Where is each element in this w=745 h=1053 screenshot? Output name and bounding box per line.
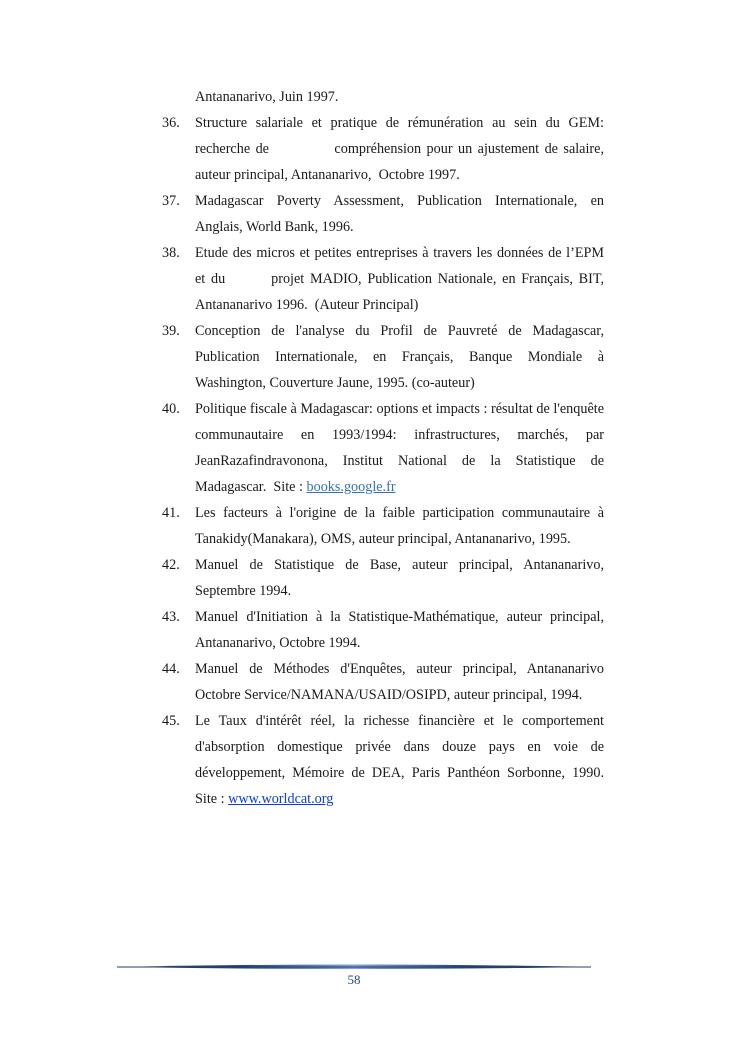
item-number: 37. [162, 193, 180, 209]
item-number: 43. [162, 609, 180, 625]
item-text: Les facteurs à l'origine de la faible participation communautaire à Tanakidy(Manakara), OMS, auteur principal, Antananarivo, 1995. [195, 505, 604, 547]
list-item [162, 604, 604, 656]
list-item [162, 188, 604, 240]
item-number: 45. [162, 713, 180, 729]
item-number: 39. [162, 323, 180, 339]
list-item [162, 318, 604, 396]
item-text: Politique fiscale à Madagascar: options et impacts : résultat de l'enquête communautaire en 1993/1994: infrastructures, marchés, par JeanRazafindravonona, Institut National de la Statistique de Madagascar. Site : [195, 401, 619, 495]
books-google-link[interactable]: books.google.fr [306, 479, 396, 495]
item-text: Manuel d'Initiation à la Statistique-Mathématique, auteur principal, Antananarivo, Octobre 1994. [195, 609, 604, 651]
entry-35-continuation: Antananarivo, Juin 1997. [195, 89, 339, 105]
item-text: Le Taux d'intérêt réel, la richesse financière et le comportement d'absorption domestique privée dans douze pays en voie de développement, Mémoire de DEA, Paris Panthéon Sorbonne, 1990. Site : [195, 713, 604, 807]
bibliography-list [162, 84, 619, 812]
item-text-with-link [195, 708, 604, 812]
item-number: 41. [162, 505, 180, 521]
item-number: 44. [162, 661, 180, 677]
list-item [162, 240, 608, 318]
item-text: Etude des micros et petites entreprises à travers les données de l’EPM et du projet MADIO, Publication Nationale, en Français, BIT, Antananarivo 1996. (Auteur Principal) [195, 245, 608, 313]
list-item [162, 552, 604, 604]
list-item [162, 500, 604, 552]
worldcat-link[interactable]: www.worldcat.org [228, 791, 334, 807]
item-number: 36. [162, 115, 180, 131]
item-number: 38. [162, 245, 180, 261]
item-text: Manuel de Méthodes d'Enquêtes, auteur principal, Antananarivo Octobre Service/NAMANA/USAID/OSIPD, auteur principal, 1994. [195, 661, 604, 703]
item-text-with-link [195, 396, 619, 500]
list-item [162, 656, 604, 708]
list-item [162, 708, 604, 812]
item-text: Madagascar Poverty Assessment, Publication Internationale, en Anglais, World Bank, 1996. [195, 193, 604, 235]
item-number: 42. [162, 557, 180, 573]
item-number: 40. [162, 401, 180, 417]
list-item [162, 110, 608, 188]
item-text: Structure salariale et pratique de rémunération au sein du GEM: recherche de compréhension pour un ajustement de salaire, auteur principal, Antananarivo, Octobre 1997. [195, 115, 608, 183]
item-text: Conception de l'analyse du Profil de Pauvreté de Madagascar, Publication Internationale, en Français, Banque Mondiale à Washington, Couverture Jaune, 1995. (co-auteur) [195, 323, 604, 391]
item-text: Manuel de Statistique de Base, auteur principal, Antananarivo, Septembre 1994. [195, 557, 604, 599]
list-item [162, 396, 619, 500]
page-number: 58 [347, 972, 361, 987]
